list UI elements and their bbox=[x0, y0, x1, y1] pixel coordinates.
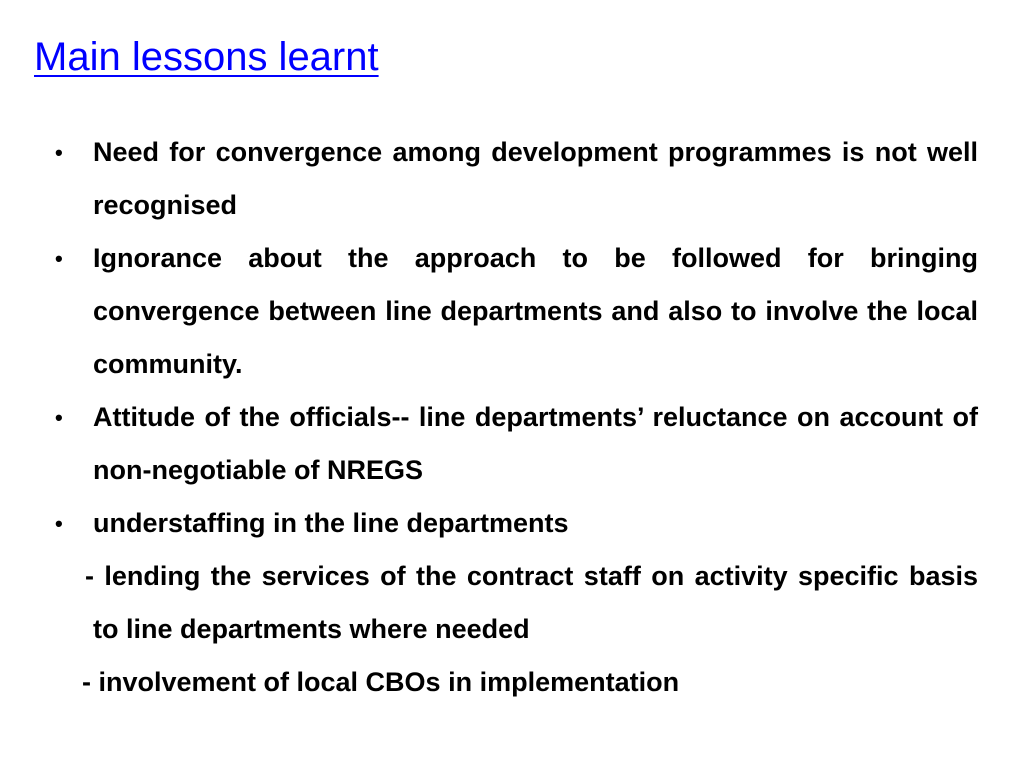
bullet-text: understaffing in the line departments bbox=[93, 508, 569, 538]
sub-item bbox=[0, 656, 978, 709]
sub-item bbox=[0, 550, 978, 656]
bullet-list bbox=[0, 126, 1024, 709]
bullet-item bbox=[0, 497, 978, 550]
sub-item-text: - involvement of local CBOs in implementation bbox=[82, 667, 680, 697]
bullet-icon: • bbox=[55, 405, 63, 430]
bullet-icon: • bbox=[55, 246, 63, 271]
bullet-text: Attitude of the officials-- line departments’ reluctance on account of non-negotiable of NREGS bbox=[93, 402, 978, 485]
bullet-text: Need for convergence among development programmes is not well recognised bbox=[93, 137, 978, 220]
slide-title: Main lessons learnt bbox=[34, 35, 379, 79]
bullet-item bbox=[0, 126, 978, 232]
bullet-icon: • bbox=[55, 140, 63, 165]
bullet-icon: • bbox=[55, 511, 63, 536]
bullet-item bbox=[0, 391, 978, 497]
bullet-item bbox=[0, 232, 978, 391]
sub-item-text: - lending the services of the contract staff on activity specific basis to line departments where needed bbox=[85, 561, 978, 644]
bullet-text: Ignorance about the approach to be followed for bringing convergence between line departments and also to involve the local community. bbox=[93, 243, 978, 379]
